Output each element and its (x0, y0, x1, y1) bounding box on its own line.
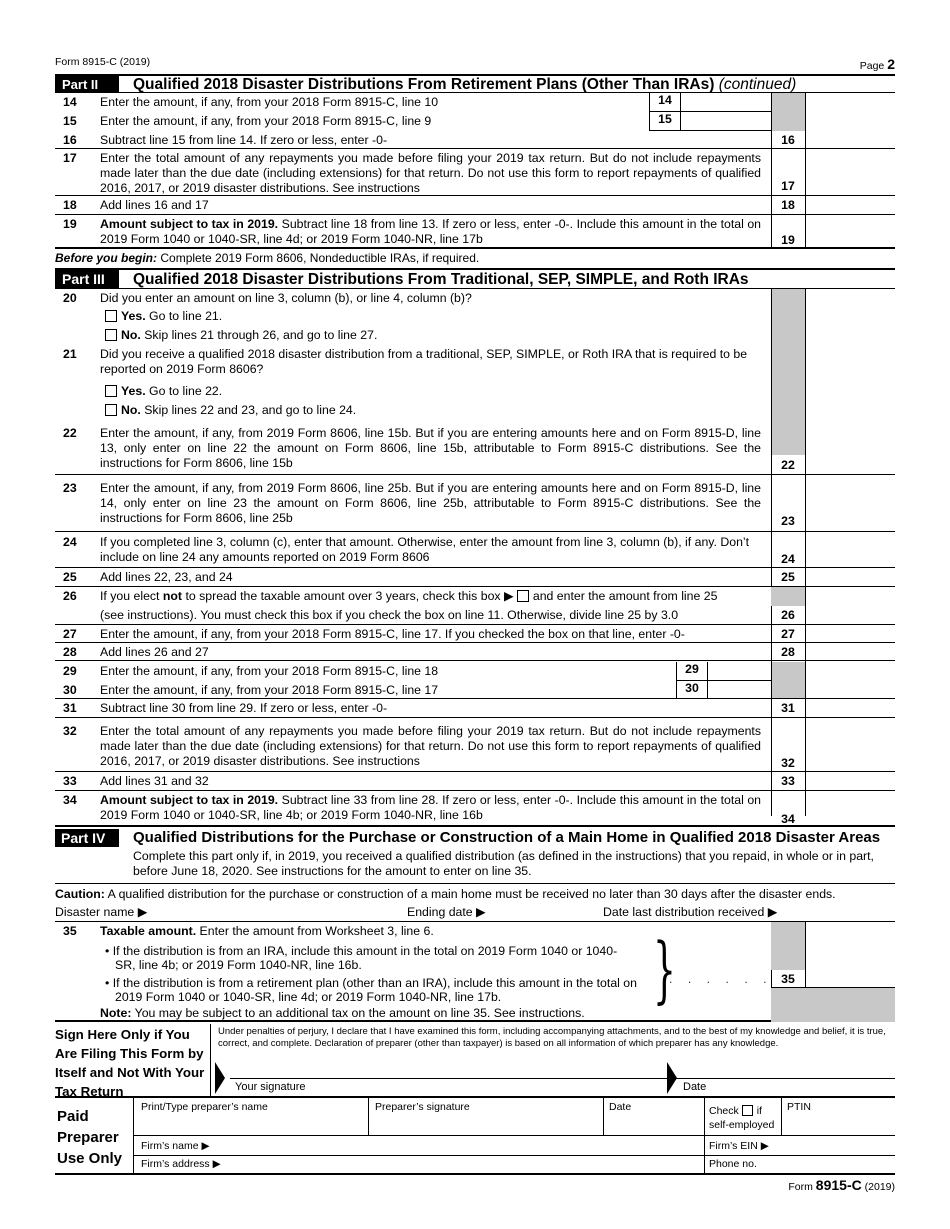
paid-preparer-title: Paid Preparer Use Only (57, 1108, 123, 1167)
line-21-yes: Yes. Go to line 22. (105, 384, 222, 398)
line-21-no-checkbox[interactable] (105, 404, 117, 416)
line-30: 30 Enter the amount, if any, from your 2018 Form 8915-C, line 17 30 (55, 681, 895, 699)
disaster-name-label: Disaster name ▶ (55, 905, 148, 919)
line-21-yes-checkbox[interactable] (105, 385, 117, 397)
sign-here-title: Sign Here Only if You Are Filing This Form by Itself and Not With Your Tax Return (55, 1027, 205, 1099)
line-20: 20 Did you enter an amount on line 3, column (b), or line 4, column (b)? Yes. Go to line 21. No. Skip lines 21 through 26, and go to line 27. (63, 291, 472, 342)
line-29: 29 Enter the amount, if any, from your 2018 Form 8915-C, line 18 29 (55, 662, 895, 681)
page-footer: Form 8915-C (2019) (788, 1177, 895, 1193)
part4-title: Qualified Distributions for the Purchase or Construction of a Main Home in Qualified 2018 Disaster Areas (133, 829, 881, 846)
line-35: 35 Taxable amount. Enter the amount from Worksheet 3, line 6. • If the distribution is from an IRA, include this amount in the total on 2019 Form 1040 or 1040-SR, line 4b; or 2019 Form 1040-NR, line 16b. • If the distribution is from a retirement plan (other than an IRA), include this amount in the total on 2019 Form 1040 or 1040-SR, line 4d; or 2019 Form 1040-NR, line 17b. Note: You may be subject to an additional tax on the amount on line 35. See instructions. } . . . . . . 35 (55, 922, 895, 1022)
ptin-field[interactable] (782, 1112, 895, 1134)
line-34: 34 Amount subject to tax in 2019. Subtract line 33 from line 28. If zero or less, enter -0-. Include this amount in the total on 2019 Form 1040 or 1040-SR, line 4b; or 2019 Form 1040-NR, line 16b 34 (55, 791, 895, 827)
perjury-statement: Under penalties of perjury, I declare that I have examined this form, including accompanying attachments, and to the best of my knowledge and belief, it is true, correct, and complete. Declaration of preparer (other than taxpayer) is based on all information of which preparer has any knowledge. (218, 1026, 886, 1049)
part3-header: Part III Qualified 2018 Disaster Distributions From Traditional, SEP, SIMPLE, and Roth IRAs (55, 268, 895, 289)
line-21-no: No. Skip lines 22 and 23, and go to line 24. (105, 403, 356, 417)
your-signature-field[interactable] (230, 1062, 660, 1078)
firm-address-field[interactable] (225, 1156, 704, 1173)
preparer-name-field[interactable] (133, 1112, 369, 1134)
form-label: Form 8915-C (2019) (55, 56, 151, 68)
preparer-signature-field[interactable] (369, 1112, 603, 1134)
line-25: 25 Add lines 22, 23, and 24 25 (55, 568, 895, 587)
preparer-date-field[interactable] (604, 1112, 704, 1134)
line-18: 18 Add lines 16 and 17 18 (55, 196, 895, 215)
line-26-checkbox[interactable] (517, 590, 529, 602)
line-28: 28 Add lines 26 and 27 28 (55, 643, 895, 661)
part2-header (55, 74, 895, 93)
part4-tag: Part IV (55, 829, 119, 847)
date-arrow (667, 1062, 677, 1094)
line-23: 23 Enter the amount, if any, from 2019 Form 8606, line 25b. But if you are entering amounts here and on Form 8915-D, line 14, only enter on line 23 the amount on Form 8606, line 25b, attributable to Form 8915-C distributions. See the instructions for Form 8606, line 25b 23 (55, 479, 895, 532)
line-16: 16 Subtract line 15 from line 14. If zero or less, enter -0- 16 (55, 131, 895, 149)
line-15-box: 15 (649, 112, 681, 131)
page-header (55, 56, 895, 74)
ending-date-label: Ending date ▶ (407, 905, 486, 919)
form-page: Form 8915-C (2019) Page 2 Part II Qualified 2018 Disaster Distributions From Retirement Plans (Other Than IRAs) (continued) 14 Enter the amount, if any, from your 2018 Form 8915-C, line 10 14 15 Enter the amount, if any, from your 2018 Form 8915-C, line 9 15 16 Subtract line 15 from line 14. If zero or less, enter -0- 16 17 Enter the total amount of any repayments you made before filing your 2019 tax return. But do not include repayments made later than the due date (including extensions) for that return. Do not use this form to report repayments of qualified 2016, 2017, or 2019 disaster distributions. See instructions 17 18 Add lines 16 and 17 18 19 Amount subject to tax in 2019. Subtract line 18 from line 13. If zero or less, enter -0-. Include this amount in the total on 2019 Form 1040 or 1040-SR, line 4d; or 2019 Form 1040-NR, line 17b 19 Before you begin: Complete 2019 Form 8606, Nondeductible IRAs, if required. Part III Qualified 2018 Disaster Distributions From Traditional, SEP, SIMPLE, and Roth IRAs 20 Did you enter an amount on line 3, column (b), or line 4, column (b)? Yes. Go to line 21. No. Skip lines 21 through 26, and go to line 27. 21 Did you receive a qualified 2018 disaster distribution from a traditional, SEP, SIMPLE, or Roth IRA that is required to be reported on 2019 Form 8606? Yes. Go to line 22. No. Skip lines 22 and 23, and go to line 24. 22 Enter the amount, if any, from 2019 Form 8606, line 15b. But if you are entering amounts here and on Form 8915-D, line 13, only enter on line 22 the amount on Form 8606, line 15b, attributable to Form 8915-C distributions. See the instructions for Form 8606, line 15b 22 23 Enter the amount, if any, from 2019 Form 8606, line 25b. But if you are entering amounts here and on Form 8915-D, line 14, only enter on line 23 the amount on Form 8606, line 25b, attributable to Form 8915-C distributions. See the instructions for Form 8606, line 25b 23 24 If you completed line 3, column (c), enter that amount. Otherwise, enter the amount from line 3, column (b), if any. Don’t include on line 24 any amounts reported on 2019 Form 8606 24 25 Add lines 22, 23, and 24 25 26 If you elect not to spread the taxable amount over 3 years, check this box ▶ and enter the amount from line 25 (see instructions). You must check this box if you check the box on line 11. Otherwise, divide line 25 by 3.0 26 27 Enter the amount, if any, from your 2018 Form 8915-C, line 17. If you checked the box on that line, enter -0- 27 28 Add lines 26 and 27 28 29 Enter the amount, if any, from your 2018 Form 8915-C, line 18 29 30 Enter the amount, if any, from your 2018 Form 8915-C, line 17 30 31 Subtract line 30 from line 29. If zero or less, enter -0- 31 32 Enter the total amount of any repayments you made before filing your 2019 tax return. But do not include repayments made later than the due date (including extensions) for that return. Do not use this form to report repayments of qualified 2016, 2017, or 2019 disaster distributions. See instructions 32 33 Add lines 31 and 32 33 34 Amount subject to tax in 2019. Subtract line 33 from line 28. If zero or less, enter -0-. Include this amount in the total on 2019 Form 1040 or 1040-SR, line 4b; or 2019 Form 1040-NR, line 16b 34 Part IV Qualified Distributions for the Purchase or Construction of a Main Home in Qualified 2018 Disaster Areas Complete this part only if, in 2019, you received a qualified distribution (as defined in the instructions) that you repaid, in whole or in part, before June 18, 2020. See instructions for the amount to enter on line 35. Caution: A qualified distribution for the purchase or construction of a main home must be received no later than 30 days after the disaster ends. Disaster name ▶ Ending date ▶ Date last distribution received ▶ 35 Taxable amount. Enter the amount from Worksheet 3, line 6. • If the distribution is from an IRA, include this amount in the total on 2019 Form 1040 or 1040-SR, line 4b; or 2019 Form 1040-NR, line 16b. • If the distribution is from a retirement plan (other than an IRA), include this amount in the total on 2019 Form 1040 or 1040-SR, line 4d; or 2019 Form 1040-NR, line 17b. Note: You may be subject to an additional tax on the amount on line 35. See instructions. } . . . . . . 35 Sign Here Only if You Are Filing This Form by Itself and Not With Your Tax Return Under penalties of perjury, I declare that I have examined this form, including accompanying attachments, and to the best of my knowledge and belief, it is true, correct, and complete. Declaration of preparer (other than taxpayer) is based on all information of which preparer has any knowledge. Your signature Date Paid Preparer Use Only Print/Type preparer’s name Preparer’s signature Date Check if self-employed PTIN Firm’s name ▶ Firm’s EIN ▶ Firm’s address ▶ Phone no. Form 8915-C (2019) (55, 56, 895, 1193)
line-22: 22 Enter the amount, if any, from 2019 Form 8606, line 15b. But if you are entering amounts here and on Form 8915-D, line 13, only enter on line 22 the amount on Form 8606, line 15b, attributable to Form 8915-C distributions. See the instructions for Form 8606, line 15b 22 (55, 424, 895, 475)
before-you-begin: Before you begin: Complete 2019 Form 8606, Nondeductible IRAs, if required. (55, 251, 480, 265)
line-24: 24 If you completed line 3, column (c), enter that amount. Otherwise, enter the amount from line 3, column (b), if any. Don’t include on line 24 any amounts reported on 2019 Form 8606 24 (55, 533, 895, 568)
line-26: 26 If you elect not to spread the taxable amount over 3 years, check this box ▶ and enter the amount from line 25 (see instructions). You must check this box if you check the box on line 11. Otherwise, divide line 25 by 3.0 26 (55, 587, 895, 625)
page-number: Page 2 (859, 56, 895, 72)
sign-date-field[interactable] (680, 1062, 895, 1078)
line-29-input[interactable] (708, 662, 771, 681)
line-32: 32 Enter the total amount of any repayments you made before filing your 2019 tax return. But do not include repayments made later than the due date (including extensions) for that return. Do not use this form to report repayments of qualified 2016, 2017, or 2019 disaster distributions. See instructions 32 (55, 718, 895, 772)
line-15: 15 Enter the amount, if any, from your 2018 Form 8915-C, line 9 15 (55, 112, 895, 131)
sign-arrow (215, 1062, 225, 1094)
self-employed-check: Check if self-employed (709, 1105, 775, 1131)
line-20-yes-checkbox[interactable] (105, 310, 117, 322)
date-last-label: Date last distribution received ▶ (603, 905, 778, 919)
line-20-no: No. Skip lines 21 through 26, and go to line 27. (105, 328, 377, 342)
line-19: 19 Amount subject to tax in 2019. Subtract line 18 from line 13. If zero or less, enter -0-. Include this amount in the total on 2019 Form 1040 or 1040-SR, line 4d; or 2019 Form 1040-NR, line 17b 19 (55, 215, 895, 249)
part2-tag: Part II (55, 76, 119, 92)
self-employed-checkbox[interactable] (742, 1105, 753, 1116)
line-31: 31 Subtract line 30 from line 29. If zero or less, enter -0- 31 (55, 699, 895, 718)
part2-title: Qualified 2018 Disaster Distributions From Retirement Plans (Other Than IRAs) (continued) (133, 76, 797, 93)
line-14-input[interactable] (681, 93, 771, 112)
part4-caution: Caution: A qualified distribution for the purchase or construction of a main home must be received no later than 30 days after the disaster ends. (55, 887, 836, 901)
part4-intro: Complete this part only if, in 2019, you received a qualified distribution (as defined in the instructions) that you repaid, in whole or in part, before June 18, 2020. See instructions for the amount to enter on line 35. (133, 849, 874, 878)
line-17: 17 Enter the total amount of any repayments you made before filing your 2019 tax return. But do not include repayments made later than the due date (including extensions) for that return. Do not use this form to report repayments of qualified 2016, 2017, or 2019 disaster distributions. See instructions 17 (55, 149, 895, 196)
line-20-yes: Yes. Go to line 21. (105, 309, 222, 323)
line-21: 21 Did you receive a qualified 2018 disaster distribution from a traditional, SEP, SIMPLE, or Roth IRA that is required to be reported on 2019 Form 8606? Yes. Go to line 22. No. Skip lines 22 and 23, and go to line 24. (63, 347, 748, 417)
line-15-input[interactable] (681, 112, 771, 131)
line-27: 27 Enter the amount, if any, from your 2018 Form 8915-C, line 17. If you checked the box on that line, enter -0- 27 (55, 625, 895, 643)
line-20-no-checkbox[interactable] (105, 329, 117, 341)
brace: } (653, 927, 676, 1011)
line-33: 33 Add lines 31 and 32 33 (55, 772, 895, 791)
line-14: 14 Enter the amount, if any, from your 2018 Form 8915-C, line 10 14 (55, 93, 895, 112)
line-14-box: 14 (649, 93, 681, 112)
firm-name-field[interactable] (215, 1136, 704, 1154)
